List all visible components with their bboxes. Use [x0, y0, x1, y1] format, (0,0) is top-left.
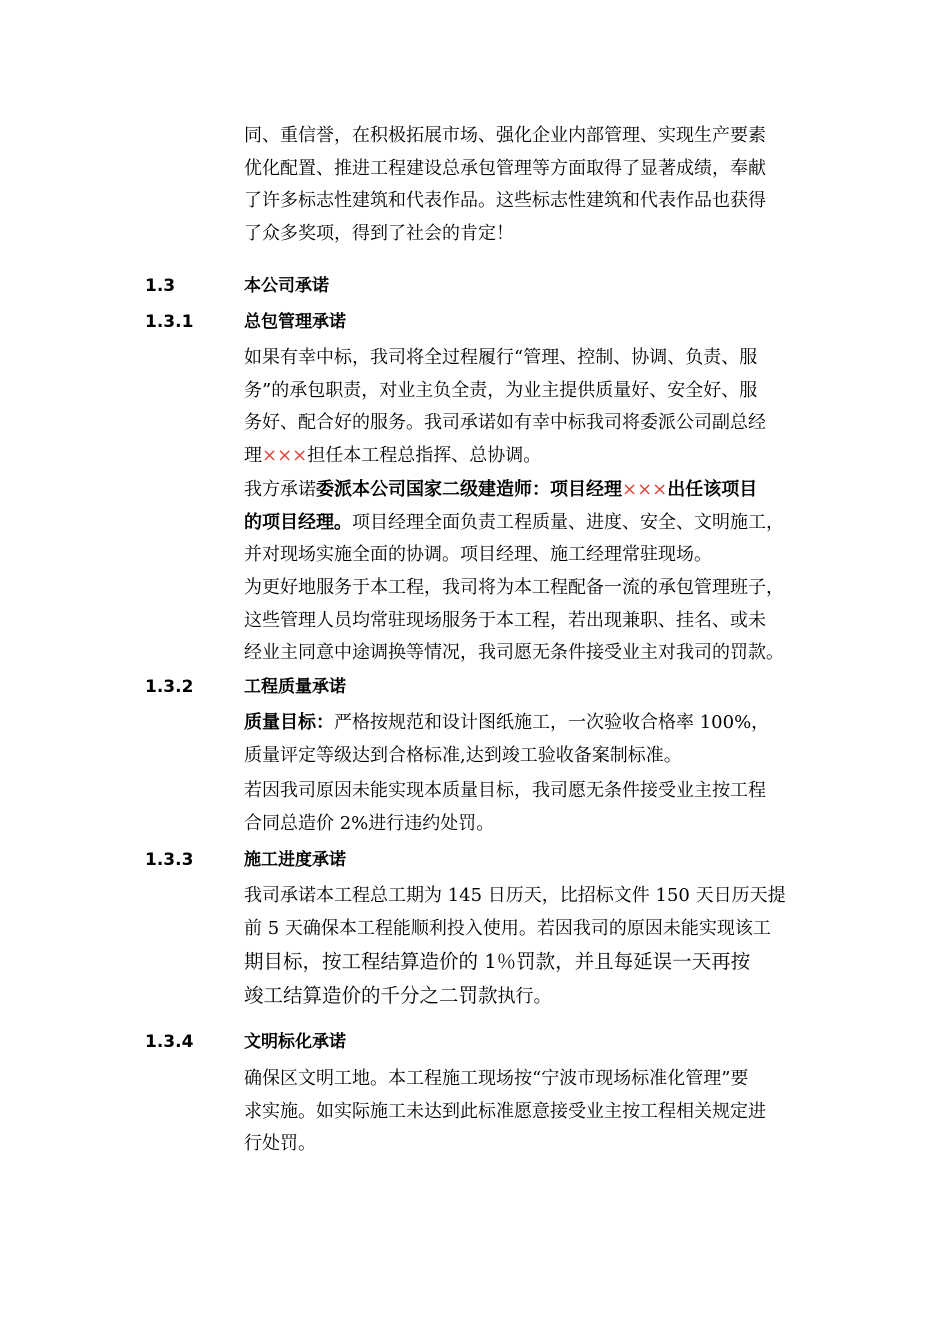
section-heading-1-3 — [145, 271, 825, 301]
section-title: 文明标化承诺 — [244, 1032, 346, 1052]
text-run: 我方承诺 — [244, 479, 316, 500]
civilized-site-paragraph — [244, 1063, 816, 1161]
bold-label: 质量目标： — [244, 712, 334, 733]
section-title: 总包管理承诺 — [244, 312, 346, 332]
intro-line: 同、重信誉，在积极拓展市场、强化企业内部管理、实现生产要素 — [244, 125, 766, 146]
section-number: 1.3.4 — [145, 1032, 194, 1052]
text-run: 竣工结算造价的千分之二罚款 — [244, 984, 498, 1007]
bold-text-run: 委派本公司国家二级建造师：项目经理 — [316, 479, 622, 500]
paragraph-line — [244, 440, 816, 473]
section-heading-1-3-4 — [145, 1027, 825, 1057]
paragraph-line: 行处罚。 — [244, 1133, 316, 1154]
paragraph-line — [244, 474, 816, 507]
placeholder-mark: ××× — [262, 444, 308, 466]
text-run: 理 — [244, 444, 262, 466]
section-title: 本公司承诺 — [244, 276, 329, 296]
paragraph-line: 我司承诺本工程总工期为 145 日历天，比招标文件 150 天日历天提 — [244, 885, 786, 906]
paragraph-line: 期目标，按工程结算造价的 1％罚款，并且每延误一天再按 — [244, 950, 751, 973]
text-run: 严格按规范和设计图纸施工，一次验收合格率 100%， — [334, 712, 770, 733]
section-heading-1-3-1 — [145, 307, 825, 337]
paragraph-line: 务”的承包职责，对业主负全责，为业主提供质量好、安全好、服 — [244, 379, 758, 401]
paragraph-line: 为更好地服务于本工程，我司将为本工程配备一流的承包管理班子， — [244, 577, 784, 598]
section-number: 1.3.2 — [145, 677, 194, 697]
text-run: 执行。 — [497, 986, 552, 1007]
placeholder-mark: ××× — [622, 479, 668, 500]
intro-line: 优化配置、推进工程建设总承包管理等方面取得了显著成绩，奉献 — [244, 157, 766, 179]
bold-text-run: 的项目经理。 — [244, 511, 352, 533]
paragraph-line: 如果有幸中标，我司将全过程履行“管理、控制、协调、负责、服 — [244, 347, 758, 368]
general-contract-paragraph-1 — [244, 342, 816, 472]
intro-paragraph — [244, 120, 816, 250]
paragraph-line — [244, 707, 816, 740]
intro-line: 了众多奖项，得到了社会的肯定！ — [244, 222, 514, 244]
paragraph-line: 若因我司原因未能实现本质量目标，我司愿无条件接受业主按工程 — [244, 780, 766, 801]
section-number: 1.3 — [145, 276, 176, 296]
section-title: 施工进度承诺 — [244, 850, 346, 870]
section-heading-1-3-2 — [145, 672, 825, 702]
section-heading-1-3-3 — [145, 845, 825, 875]
quality-paragraph-1 — [244, 707, 816, 772]
paragraph-line: 求实施。如实际施工未达到此标准愿意接受业主按工程相关规定进 — [244, 1100, 766, 1122]
paragraph-line — [244, 979, 816, 1014]
text-run: 担任本工程总指挥、总协调。 — [307, 444, 542, 466]
quality-paragraph-2 — [244, 775, 816, 840]
paragraph-line: 质量评定等级达到合格标准,达到竣工验收备案制标准。 — [244, 744, 682, 766]
section-number: 1.3.3 — [145, 850, 194, 870]
text-run: 项目经理全面负责工程质量、进度、安全、文明施工， — [352, 511, 784, 533]
intro-line: 了许多标志性建筑和代表作品。这些标志性建筑和代表作品也获得 — [244, 190, 766, 211]
paragraph-line: 确保区文明工地。本工程施工现场按“宁波市现场标准化管理”要 — [244, 1068, 749, 1089]
bold-text-run: 出任该项目 — [667, 479, 758, 500]
schedule-paragraph — [244, 880, 816, 1014]
paragraph-line: 这些管理人员均常驻现场服务于本工程，若出现兼职、挂名、或未 — [244, 609, 766, 631]
paragraph-line: 并对现场实施全面的协调。项目经理、施工经理常驻现场。 — [244, 544, 712, 565]
section-number: 1.3.1 — [145, 312, 194, 332]
section-title: 工程质量承诺 — [244, 677, 346, 697]
general-contract-paragraph-3 — [244, 572, 816, 670]
paragraph-line: 经业主同意中途调换等情况，我司愿无条件接受业主对我司的罚款。 — [244, 642, 784, 663]
general-contract-paragraph-2 — [244, 474, 816, 572]
paragraph-line — [244, 507, 816, 540]
paragraph-line: 前 5 天确保本工程能顺利投入使用。若因我司的原因未能实现该工 — [244, 917, 771, 939]
paragraph-line: 合同总造价 2%进行违约处罚。 — [244, 812, 495, 834]
paragraph-line: 务好、配合好的服务。我司承诺如有幸中标我司将委派公司副总经 — [244, 412, 766, 433]
